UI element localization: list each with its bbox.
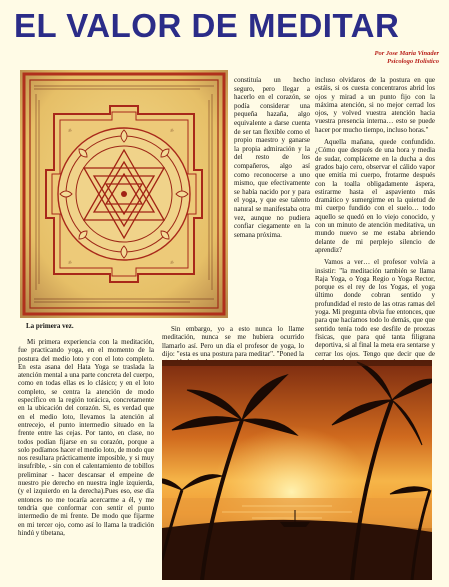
column-right bbox=[315, 76, 435, 370]
svg-text:ॐ: ॐ bbox=[170, 260, 174, 265]
author-name: Por Jose Maria Vinader bbox=[374, 50, 439, 57]
column-left bbox=[18, 338, 154, 541]
svg-text:ॐ: ॐ bbox=[170, 128, 174, 133]
svg-text:ॐ: ॐ bbox=[68, 128, 72, 133]
paragraph: Vamos a ver… el profesor volvía a insistir: "la meditación también se llama Raja Yoga, o Yoga Regio o Yoga Rector, porque es el rey de los Yogas, el yoga último donde cobran sentido y profundidad el resto de las otras ramas del yoga. Mi pregunta obvia fue entonces, que para que hacíamos todo lo demás, que que sentido tenía todo ese desfile de proezas físicas, que para qué tanta filigrana deportiva, si al final la meta era sentarse y cerrar los ojos. Tengo que decir que de bbox=[315, 258, 435, 358]
author-credit bbox=[375, 50, 439, 65]
paragraph: Mi primera experiencia con la meditación, fue practicando yoga, en el momento de la postura del medio loto y con el loto completo. En esta asana del Hata Yoga se traslada la atención mental a una parte concreta del cuerpo, como en todas ellas es lo clásico; y en el loto completo, se centra la atención de modo específico en la región torácica, concretamente en la ubicación del corazón. Si, es verdad que en el medio loto, llevamos la atención al entrecejo, el punto intermedio situado en la frente entre las cejas. Por tanto, en clase, no todos podían fijarse en su corazón, porque a solo podíamos hacer el medio loto, de modo que nos resultara prácticamente imposible, y si muy insufrible, - sin con el calentamiento de tobillos preliminar - hacer descansar el empeine de nuestro pie derecho en nuestra ingle izquierda, (y el izquierdo en la derecha).Pues eso, ese día entonces no me tocaría acercarme a él, y me tendría que conformar con sentir el punto intermedio de mi frente. De modo que fijarme en mi tercer ojo, como así lo llama la tradición hindú y tibetana, bbox=[18, 338, 154, 537]
figure-caption: La primera vez. bbox=[26, 322, 74, 330]
svg-text:ॐ: ॐ bbox=[68, 260, 72, 265]
beach-sunset-image bbox=[162, 360, 432, 580]
column-middle-top: constituía un hecho seguro, pero llegar a hacerlo en el corazón, se podía considerar una pequeña hazaña, algo equivalente a darse cuenta de ser tan flexible como el propio maestro y ganarse la propia admiración y la del resto de los compañeros, algo así como reconocerse a uno mismo, que efectivamente se había nacido por y para el yoga, y que ese talento natural se manifestaba otra vez, aunque no pudiera confiar ciegamente en la semana próxima. bbox=[234, 76, 310, 239]
article-title: EL VALOR DE MEDITAR bbox=[14, 7, 400, 44]
paragraph: Sin embargo, yo a esto nunca lo llame meditación, nunca se me hubiera ocurrido llamarlo así. Pero un día el profesor de yoga, lo dijo: "esta es una postura para meditar". "Poned la bbox=[162, 325, 304, 358]
author-role: Psicologo Holistico bbox=[387, 57, 439, 65]
paragraph: Aquella mañana, quede confundido. ¿Cómo que después de una hora y media de sudar, compláceme en la ducha a dos grados bajo cero, observar el cálido vapor que emitía mi cuerpo, frotarme después con la toalla obligadamente áspera, estirarme hasta el aspaviento más dramático y sumergirme en la quietud de mi cuerpo fundido con el suelo… todo aquello se quedó en lo viejo conocido, y con un minuto de atención meditativa, un mundo nuevo se me estaba abriendo delante de mi perplejo silencio de aprendiz? bbox=[315, 138, 435, 254]
paragraph: incluso olvidaros de la postura en que estáis, si os cuesta concentraros abrid los ojos y mirad a un punto fijo con la máxima atención, si no mejor cerrad los ojos, y volved vuestra atención hacia vuestra presencia interna… esto se puede hacer por mucho tiempo, incluso horas." bbox=[315, 76, 435, 134]
yantra-image bbox=[20, 70, 228, 318]
